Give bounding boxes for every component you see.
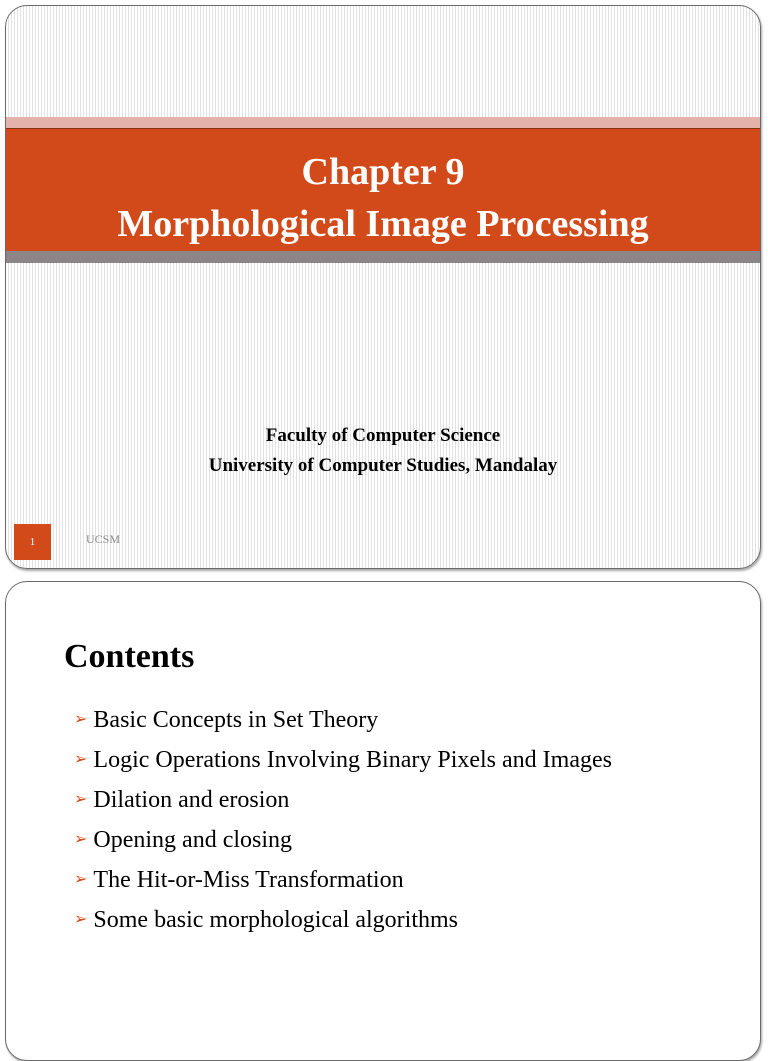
- list-item: [74, 700, 612, 740]
- list-item-text: Some basic morphological algorithms: [93, 907, 459, 933]
- contents-slide: [5, 581, 761, 1061]
- title-slide: [5, 5, 761, 569]
- subtitle: [6, 421, 760, 481]
- arrow-bullet-icon: ➢: [74, 831, 88, 848]
- gray-band: [6, 251, 760, 263]
- title-line-1: Chapter 9: [301, 151, 465, 193]
- list-item-text: Opening and closing: [93, 827, 293, 853]
- arrow-bullet-icon: ➢: [74, 711, 88, 728]
- university-text: University of Computer Studies, Mandalay: [208, 455, 558, 476]
- arrow-bullet-icon: ➢: [74, 871, 88, 888]
- list-item-text: Dilation and erosion: [93, 787, 290, 813]
- list-item-text: Basic Concepts in Set Theory: [93, 707, 379, 733]
- footer-text: UCSM: [86, 532, 121, 546]
- list-item: [74, 780, 612, 820]
- list-item-text: Logic Operations Involving Binary Pixels and Images: [93, 747, 612, 773]
- list-item-text: The Hit-or-Miss Transformation: [93, 867, 404, 893]
- arrow-bullet-icon: ➢: [74, 751, 88, 768]
- list-item: [74, 740, 612, 780]
- slide-number: 1: [14, 524, 51, 560]
- slide-title: [6, 146, 760, 250]
- list-item: [74, 900, 612, 940]
- list-item: [74, 820, 612, 860]
- pink-band: [6, 117, 760, 128]
- title-line-2: Morphological Image Processing: [117, 203, 649, 245]
- arrow-bullet-icon: ➢: [74, 791, 88, 808]
- contents-list: [74, 700, 612, 940]
- contents-heading: Contents: [64, 638, 195, 675]
- faculty-text: Faculty of Computer Science: [265, 425, 501, 446]
- list-item: [74, 860, 612, 900]
- arrow-bullet-icon: ➢: [74, 911, 88, 928]
